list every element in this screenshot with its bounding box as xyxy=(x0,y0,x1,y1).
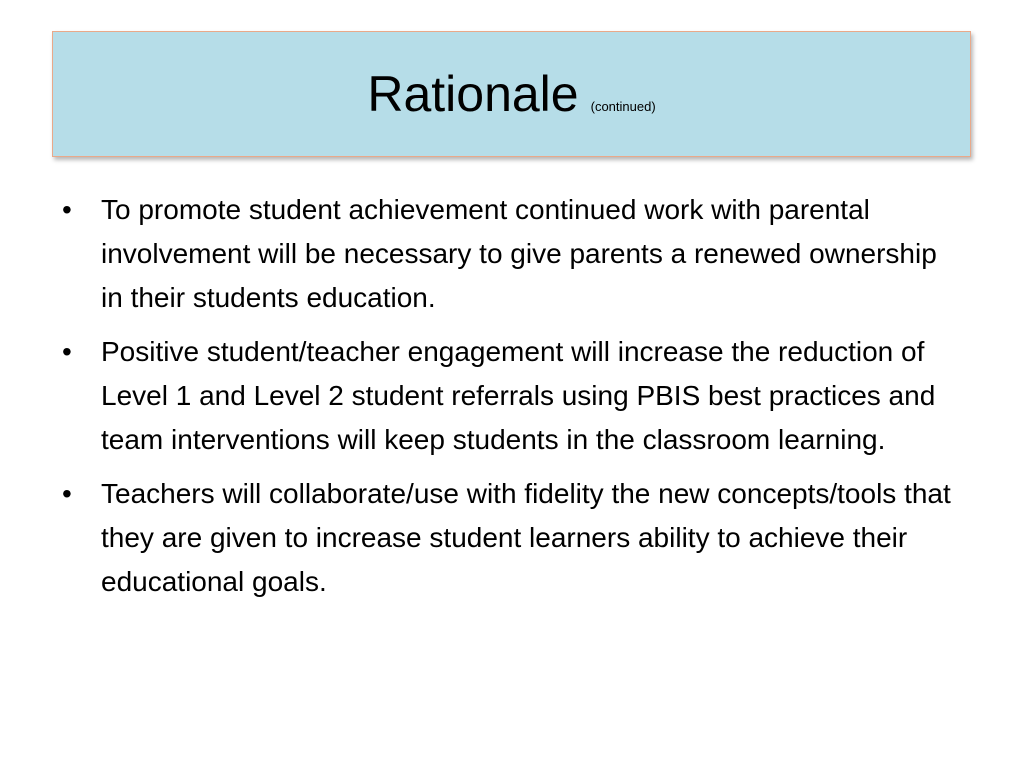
bullet-item xyxy=(62,330,962,462)
bullet-text: Teachers will collaborate/use with fidelity the new concepts/tools that they are given to increase student learners ability to achieve their educational goals. xyxy=(101,478,951,597)
slide-title: Rationale xyxy=(367,66,579,122)
bullet-item xyxy=(62,188,962,320)
bullet-dot-icon: • xyxy=(62,194,72,225)
title-banner xyxy=(52,31,971,157)
bullet-text: Positive student/teacher engagement will increase the reduction of Level 1 and Level 2 student referrals using PBIS best practices and team interventions will keep students in the classroom learning. xyxy=(101,336,936,455)
bullet-list xyxy=(62,188,962,614)
title-line xyxy=(367,66,656,122)
slide-title-suffix: (continued) xyxy=(590,99,656,114)
bullet-text: To promote student achievement continued work with parental involvement will be necessary to give parents a renewed ownership in their students education. xyxy=(101,194,937,313)
bullet-dot-icon: • xyxy=(62,478,72,509)
bullet-dot-icon: • xyxy=(62,336,72,367)
bullet-item xyxy=(62,472,962,604)
